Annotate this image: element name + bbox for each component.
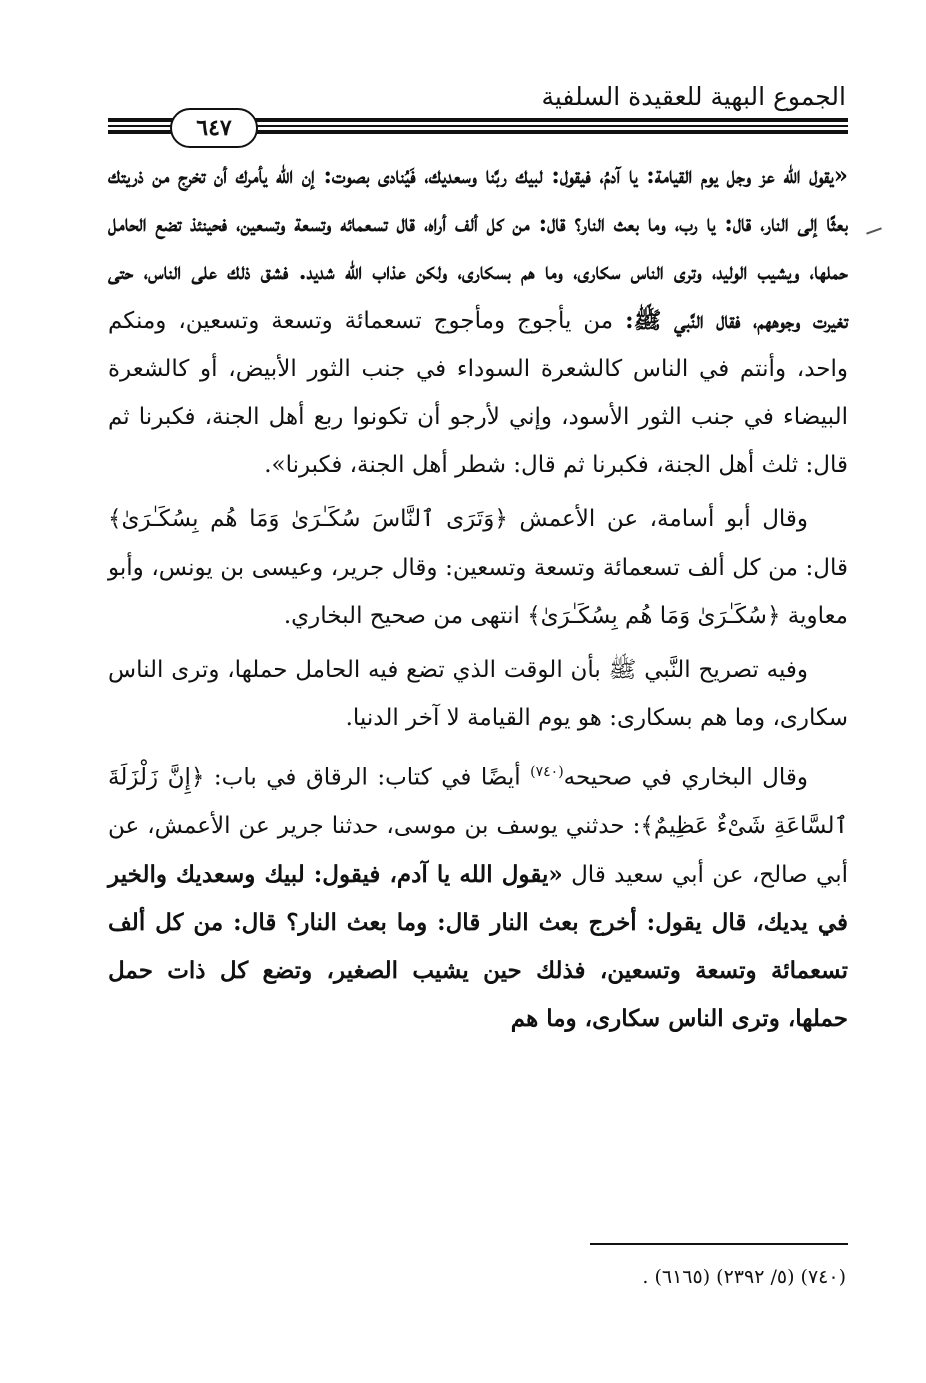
paragraph-3: وفيه تصريح النَّبي ﷺ بأن الوقت الذي تضع فيه الحامل حملها، وترى الناس سكارى، وما هم بسكارى: هو يوم القيامة لا آخر الدنيا. [108, 657, 848, 732]
p2-text-c: انتهى من صحيح البخاري. [283, 602, 528, 629]
p4-text-b: أيضًا في كتاب: الرقاق في باب: [204, 765, 531, 792]
hadith-quote-bold: «يقول الله عز وجل يوم القيامة: يا آدمُ، فيقول: لبيك ربَّنا وسعديك، فَيُنادى بصوت: إن الله يأمرك أن تخرج من ذريتك بعثًا إلى النار، قال: يا رب، وما بعث النار؟ قال: من كل ألف أراه، قال تسعمائه وتسعة وتسعين، فحينئذ تضع الحامل حملها، ويشيب الوليد، وترى الناس سكارى، وما هم بسكارى، ولكن عذاب الله شديد. فشق ذلك على الناس، حتى تغيرت وجوههم، فقال النَّبي ﷺ: [108, 162, 848, 334]
p4-text-a: وقال البخاري في صحيحه [563, 765, 808, 792]
p4-hadith-bold: «يقول الله يا آدم، فيقول: لبيك وسعديك والخير في يديك، قال يقول: أخرج بعث النار قال: وما بعث النار؟ قال: من كل ألف تسعمائة وتسعة وتسعين، فذلك حين يشيب الصغير، وتضع كل ذات حمل حملها، وترى الناس سكارى، وما هم [108, 860, 848, 1033]
page-number: ٦٤٧ [170, 108, 258, 148]
quran-verse-2: ﴿سُكَـٰرَىٰ وَمَا هُم بِسُكَـٰرَىٰ﴾ [527, 602, 781, 629]
footnote-ref: (٧٤٠) [530, 764, 564, 781]
p4-text-c: : حدثني يوسف بن موسى، حدثنا جرير عن الأعمش، عن أبي صالح، عن أبي سعيد قال [108, 813, 848, 888]
p2-text-b: قال: من كل ألف تسعمائة وتسعة وتسعين: وقال جرير، وعيسى بن يونس، وأبو معاوية [108, 554, 848, 629]
footnote: (٧٤٠) (٥/ ٢٣٩٢) (٦١٦٥) . [642, 1266, 846, 1288]
margin-mark [866, 227, 882, 234]
footnote-rule [590, 1243, 848, 1245]
hadith-quote-normal: من يأجوج ومأجوج تسعمائة وتسعة وتسعين، ومنكم واحد، وأنتم في الناس كالشعرة السوداء في جنب الثور الأبيض، أو كالشعرة البيضاء في جنب الثور الأسود، وإني لأرجو أن تكونوا ربع أهل الجنة، فكبرنا ثم قال: ثلث أهل الجنة، فكبرنا ثم قال: شطر أهل الجنة، فكبرنا». [108, 307, 848, 479]
p2-text-a: وقال أبو أسامة، عن الأعمش [507, 506, 809, 533]
running-header: الجموع البهية للعقيدة السلفية [541, 82, 846, 111]
main-text [108, 152, 848, 1043]
paragraph-2 [108, 495, 848, 640]
paragraph-1 [108, 152, 848, 489]
quran-verse-3: ﴿إِنَّ زَلْزَلَةَ ٱلسَّاعَةِ شَىْءٌ عَظِيمٌ﴾ [108, 765, 848, 840]
paragraph-4 [108, 748, 848, 1043]
quran-verse-1: ﴿وَتَرَى ٱلنَّاسَ سُكَـٰرَىٰ وَمَا هُم بِسُكَـٰرَىٰ﴾ [108, 506, 508, 533]
